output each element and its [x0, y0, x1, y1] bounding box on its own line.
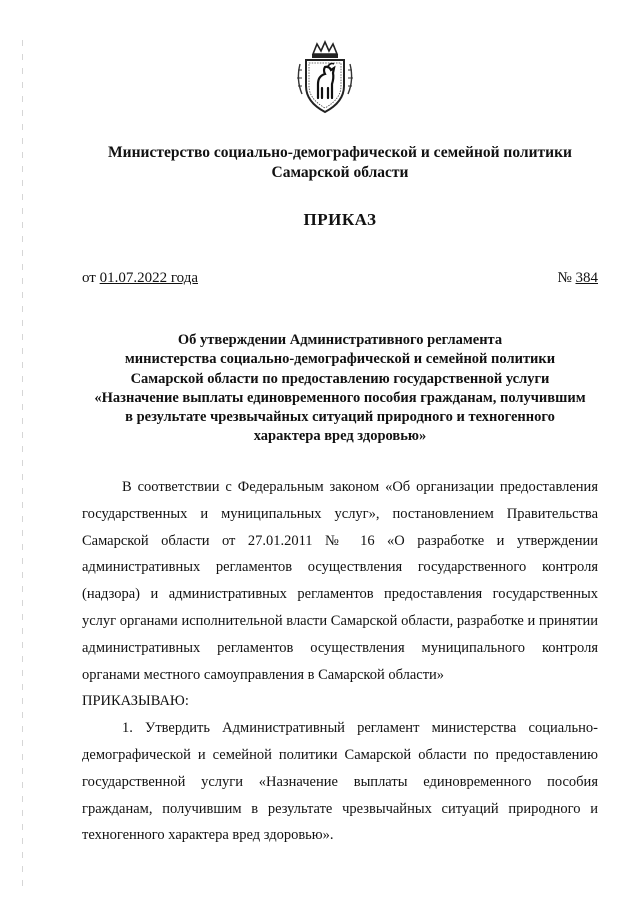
subject-line-4: «Назначение выплаты единовременного пособия гражданам, получившим [94, 389, 586, 406]
order-word: ПРИКАЗЫВАЮ: [82, 693, 189, 710]
document-type-title: ПРИКАЗ [303, 210, 377, 229]
coat-of-arms-emblem [294, 40, 356, 116]
order-item-1: 1. Утвердить Административный регламент министерства социально-демографической и семейной политики Самарской области по предоставлению государственной услуги «Назначение выплаты единовременного пособия гражданам, получившим в результате чрезвычайных ситуаций природного и техногенного характера вред здоровью». [82, 720, 598, 844]
ministry-line-2: Самарской области [271, 164, 409, 181]
subject-line-5: в результате чрезвычайных ситуаций природного и техногенного [125, 409, 555, 426]
subject-line-1: Об утверждении Административного регламента [177, 332, 503, 348]
number-prefix: № [557, 270, 572, 286]
ministry-header [70, 143, 610, 183]
ministry-line-1: Министерство социально-демографической и семейной политики [108, 144, 572, 161]
date-value: 01.07.2022 года [99, 270, 198, 286]
date-prefix: от [82, 270, 96, 286]
scan-edge-artifact [22, 40, 23, 890]
order-subject [60, 331, 620, 447]
subject-line-2: министерства социально-демографической и семейной политики [124, 351, 556, 368]
number-line [557, 270, 598, 287]
number-value: 384 [575, 270, 598, 286]
preamble-paragraph: В соответствии с Федеральным законом «Об организации предоставления государственных и муниципальных услуг», постановлением Правительства Самарской области от 27.01.2011 № 16 «О разработке и утверждении административных регламентов осуществления государственного контроля (надзора) и административных регламентов предоставления государственных услуг органами исполнительной власти Самарской области, разработке и принятии административных регламентов осуществления муниципального контроля органами местного самоуправления в Самарской области» [82, 479, 598, 683]
subject-line-6: характера вред здоровью» [253, 428, 427, 445]
document-body [82, 474, 598, 849]
subject-line-3: Самарской области по предоставлению государственной услуги [130, 370, 550, 387]
date-line [82, 270, 198, 287]
